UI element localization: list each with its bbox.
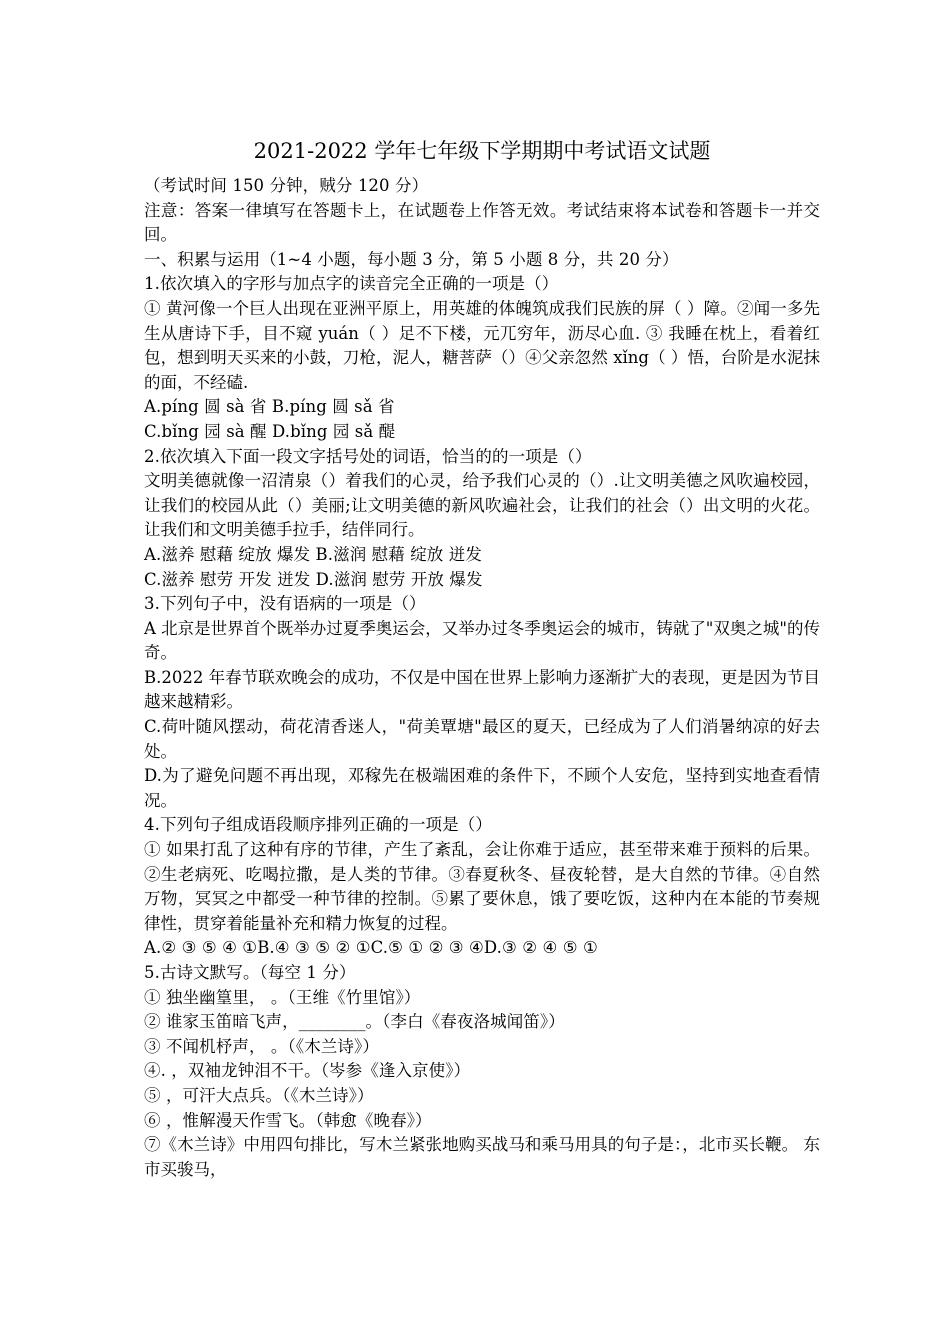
question-3 (144, 592, 820, 813)
question-body: ① 如果打乱了这种有序的节律，产生了紊乱，会让你难于适应，甚至带来难于预料的后果。②生老病死、吃喝拉撒，是人类的节律。③春夏秋冬、昼夜轮替，是大自然的节律。④自然万物，冥冥之中都受一种节律的控制。⑤累了要休息，饿了要吃饭，这种内在本能的节奏规律性，贯穿着能量补充和精力恢复的过程。 (144, 840, 820, 933)
question-5 (144, 961, 820, 1182)
question-1 (144, 272, 820, 444)
dictation-item: ⑥ ，惟解漫天作雪飞。（韩愈《晚春》） (144, 1110, 432, 1130)
dictation-item: ⑤ ，可汗大点兵。（《木兰诗》） (144, 1085, 374, 1105)
question-stem: 2.依次填入下面一段文字括号处的词语，恰当的的一项是（） (144, 446, 592, 466)
question-options: A.píng 圆 sà 省 B.píng 圆 sǎ 省 (144, 397, 395, 417)
question-2 (144, 445, 820, 593)
question-stem: 3.下列句子中，没有语病的一项是（） (144, 594, 426, 614)
option-c: C.荷叶随风摆动，荷花清香迷人，"荷美覃塘"最区的夏天，已经成为了人们消暑纳凉的好去处。 (144, 717, 820, 761)
option-d: D.为了避免问题不再出现，邓稼先在极端困难的条件下，不顾个人安危，坚持到实地查看情况。 (144, 766, 820, 810)
question-stem: 4.下列句子组成语段顺序排列正确的一项是（） (144, 815, 492, 835)
question-options: C.bǐng 园 sà 醒 D.bǐng 园 sǎ 醍 (144, 421, 396, 441)
question-stem: 5.古诗文默写。（每空 1 分） (144, 963, 356, 982)
question-stem: 1.依次填入的字形与加点字的读音完全正确的一项是（） (144, 274, 559, 294)
dictation-item: ② 谁家玉笛暗飞声，________。（李白《春夜洛城闻笛》） (144, 1012, 565, 1032)
question-body: 文明美德就像一沼清泉（）着我们的心灵，给予我们心灵的（）.让文明美德之风吹遍校园，让我们的校园从此（）美丽;让文明美德的新风吹遍社会，让我们的社会（）出文明的火花。让我们和文明美德手拉手，结伴同行。 (144, 471, 820, 540)
option-b: B.2022 年春节联欢晚会的成功，不仅是中国在世界上影响力逐渐扩大的表现，更是因为节目越来越精彩。 (144, 667, 820, 712)
question-options: C.滋养 慰劳 开发 迸发 D.滋润 慰劳 开放 爆发 (144, 569, 483, 589)
exam-page (144, 136, 820, 1182)
section-heading: 一、积累与运用（1~4 小题，每小题 3 分，第 5 小题 8 分，共 20 分） (144, 249, 679, 269)
notice: 注意：答案一律填写在答题卡上，在试题卷上作答无效。考试结束将本试卷和答题卡一并交回。 (144, 200, 820, 245)
question-options: A.滋养 慰藉 绽放 爆发 B.滋润 慰藉 绽放 迸发 (144, 544, 482, 564)
dictation-item: ① 独坐幽篁里， 。（王维《竹里馆》） (144, 987, 421, 1007)
dictation-item: ③ 不闻机杼声， 。（《木兰诗》） (144, 1036, 379, 1056)
option-a: A 北京是世界首个既举办过夏季奥运会，又举办过冬季奥运会的城市，铸就了"双奥之城"的传奇。 (144, 618, 820, 663)
page-title: 2021-2022 学年七年级下学期期中考试语文试题 (253, 139, 711, 163)
question-options: A.② ③ ⑤ ④ ①B.④ ③ ⑤ ② ①C.⑤ ① ② ③ ④D.③ ② ④ ⑤ ① (144, 938, 598, 958)
dictation-item: ④. ，双袖龙钟泪不干。（岑参《逢入京使》） (144, 1061, 471, 1081)
question-4 (144, 813, 820, 961)
question-body: ① 黄河像一个巨人出现在亚洲平原上，用英雄的体魄筑成我们民族的屏（ ）障。②闻一多先生从唐诗下手，目不窥 yuán（ ）足不下楼，元兀穷年，沥尽心血. ③ 我睡在枕上，看着红包，想到明天买来的小鼓，刀枪，泥人，糖菩萨（）④父亲忽然 xǐng（ ）悟，台阶是水泥抹的面，不经磕. (144, 298, 820, 392)
dictation-item: ⑦《木兰诗》中用四句排比，写木兰紧张地购买战马和乘马用具的句子是：，北市买长鞭。 东市买骏马， (144, 1135, 820, 1179)
exam-info: （考试时间 150 分钟，贼分 120 分） (144, 176, 429, 195)
